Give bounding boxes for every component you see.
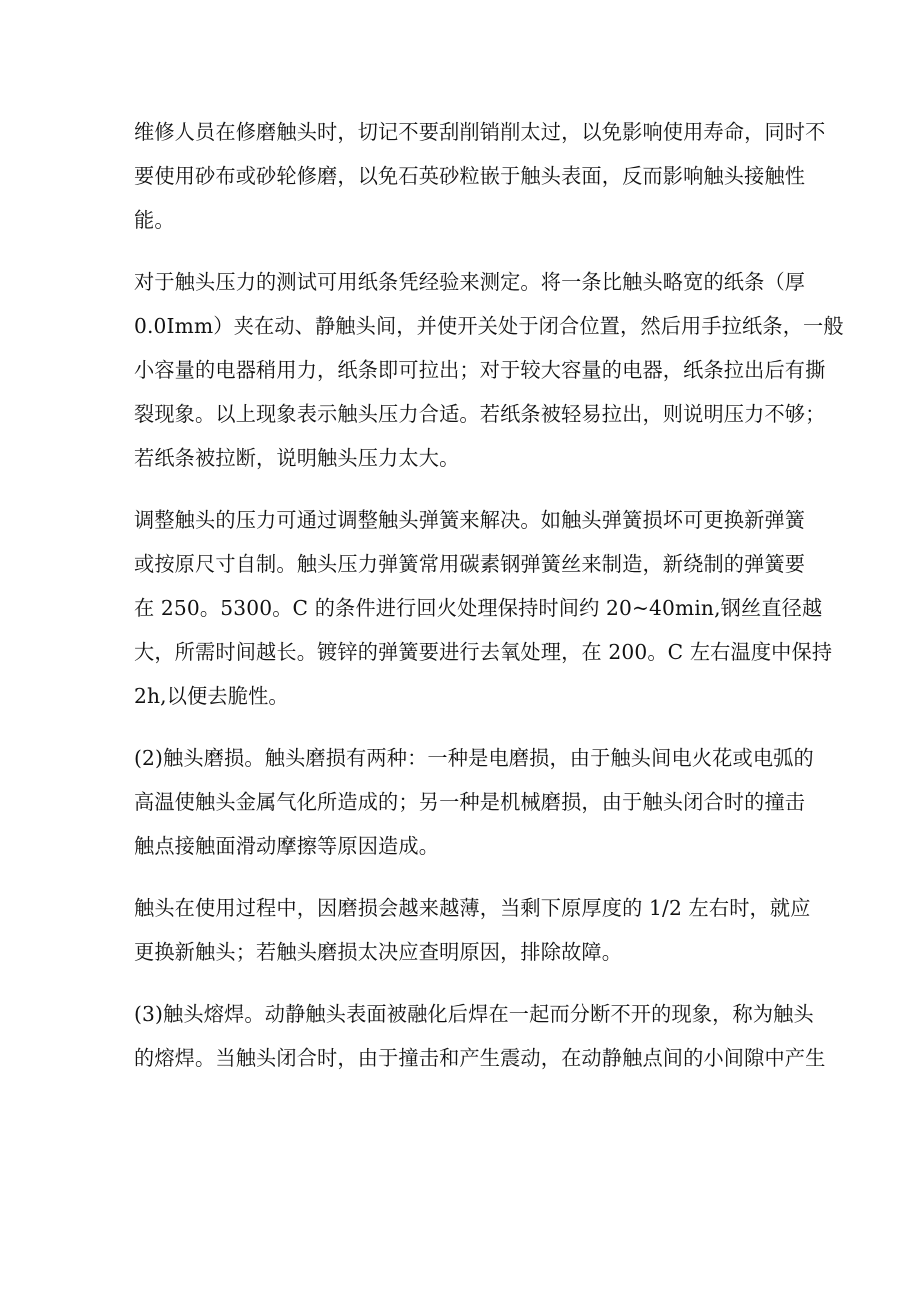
text-line: 2h,以便去脆性。 [134, 684, 289, 708]
text-line: 调整触头的压力可通过调整触头弹簧来解决。如触头弹簧损坏可更换新弹簧 [134, 508, 806, 532]
text-line: 能。 [134, 208, 175, 232]
paragraph-contact-wear [134, 736, 814, 868]
text-line: 大，所需时间越长。镀锌的弹簧要进行去氧处理，在 200。C 左右温度中保持 [134, 640, 833, 664]
text-line: 0.0Imm）夹在动、静触头间，并使开关处于闭合位置，然后用手拉纸条，一般 [134, 314, 844, 338]
paragraph-contact-welding [134, 992, 826, 1080]
text-line: 维修人员在修磨触头时，切记不要刮削销削太过，以免影响使用寿命，同时不 [134, 120, 826, 144]
text-line: 要使用砂布或砂轮修磨，以免石英砂粒嵌于触头表面，反而影响触头接触性 [134, 164, 806, 188]
text-line: (2)触头磨损。触头磨损有两种：一种是电磨损，由于触头间电火花或电弧的 [134, 746, 814, 770]
text-line: 对于触头压力的测试可用纸条凭经验来测定。将一条比触头略宽的纸条（厚 [134, 270, 806, 294]
text-line: 若纸条被拉断，说明触头压力太大。 [134, 446, 460, 470]
text-line: 小容量的电器稍用力，纸条即可拉出；对于较大容量的电器，纸条拉出后有撕 [134, 358, 826, 382]
text-line: 触点接触面滑动摩擦等原因造成。 [134, 834, 440, 858]
text-line: 触头在使用过程中，因磨损会越来越薄，当剩下原厚度的 1/2 左右时，就应 [134, 896, 811, 920]
text-line: 或按原尺寸自制。触头压力弹簧常用碳素钢弹簧丝来制造，新绕制的弹簧要 [134, 552, 806, 576]
text-line: 高温使触头金属气化所造成的；另一种是机械磨损，由于触头闭合时的撞击 [134, 790, 806, 814]
text-line: 的熔焊。当触头闭合时，由于撞击和产生震动，在动静触点间的小间隙中产生 [134, 1046, 826, 1070]
text-line: 更换新触头；若触头磨损太决应查明原因，排除故障。 [134, 940, 623, 964]
paragraph-contact-replacement [134, 886, 811, 974]
text-line: 裂现象。以上现象表示触头压力合适。若纸条被轻易拉出，则说明压力不够； [134, 402, 826, 426]
paragraph-contact-pressure-test [134, 260, 844, 480]
text-line: (3)触头熔焊。动静触头表面被融化后焊在一起而分断不开的现象，称为触头 [134, 1002, 814, 1026]
document-page [134, 110, 844, 1080]
text-line: 在 250。5300。C 的条件进行回火处理保持时间约 20~40min,钢丝直径越 [134, 596, 823, 620]
paragraph-pressure-adjustment [134, 498, 833, 718]
paragraph-contact-grinding [134, 110, 826, 242]
